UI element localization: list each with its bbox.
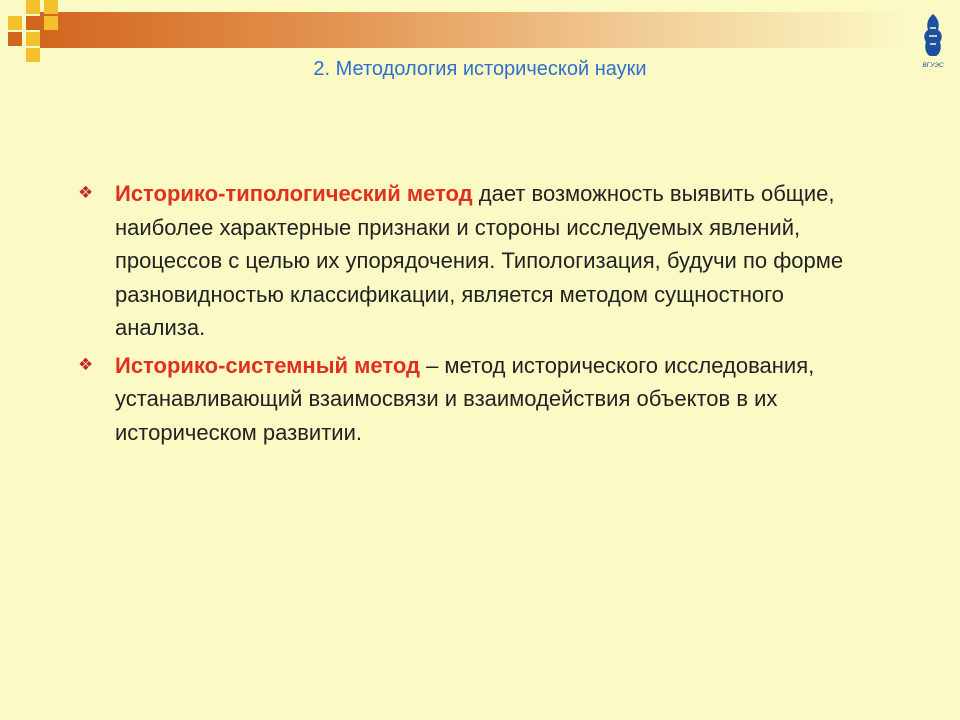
bullet-term: Историко-типологический метод (115, 181, 473, 206)
decor-square (8, 16, 22, 30)
bullet-item (78, 177, 878, 345)
logo-text: ВГУЭС (922, 62, 944, 69)
header-gradient-bar (40, 12, 905, 48)
decor-square (8, 32, 22, 46)
bullet-text: дает возможность выявить общие, наиболее характерные признаки и стороны исследуемых явлений, процессов с целью их упорядочения. Типологизация, будучи по форме разновидностью классификации, является методом сущностного анализа. (115, 181, 844, 340)
decor-square (26, 16, 40, 30)
decor-square (26, 32, 40, 46)
diamond-bullet-icon: ❖ (78, 183, 94, 203)
diamond-bullet-icon: ❖ (78, 354, 94, 375)
decor-square (44, 0, 58, 14)
decor-square (26, 0, 40, 14)
bullet-text: – метод исторического исследования, устанавливающий взаимосвязи и взаимодействия объектов в их историческом развитии. (115, 352, 815, 445)
bullet-list (78, 177, 878, 453)
slide-title: 2. Методология исторической науки (313, 58, 647, 80)
bullet-item (78, 349, 878, 450)
decor-square (44, 16, 58, 30)
bullet-term: Историко-системный метод (115, 352, 420, 378)
